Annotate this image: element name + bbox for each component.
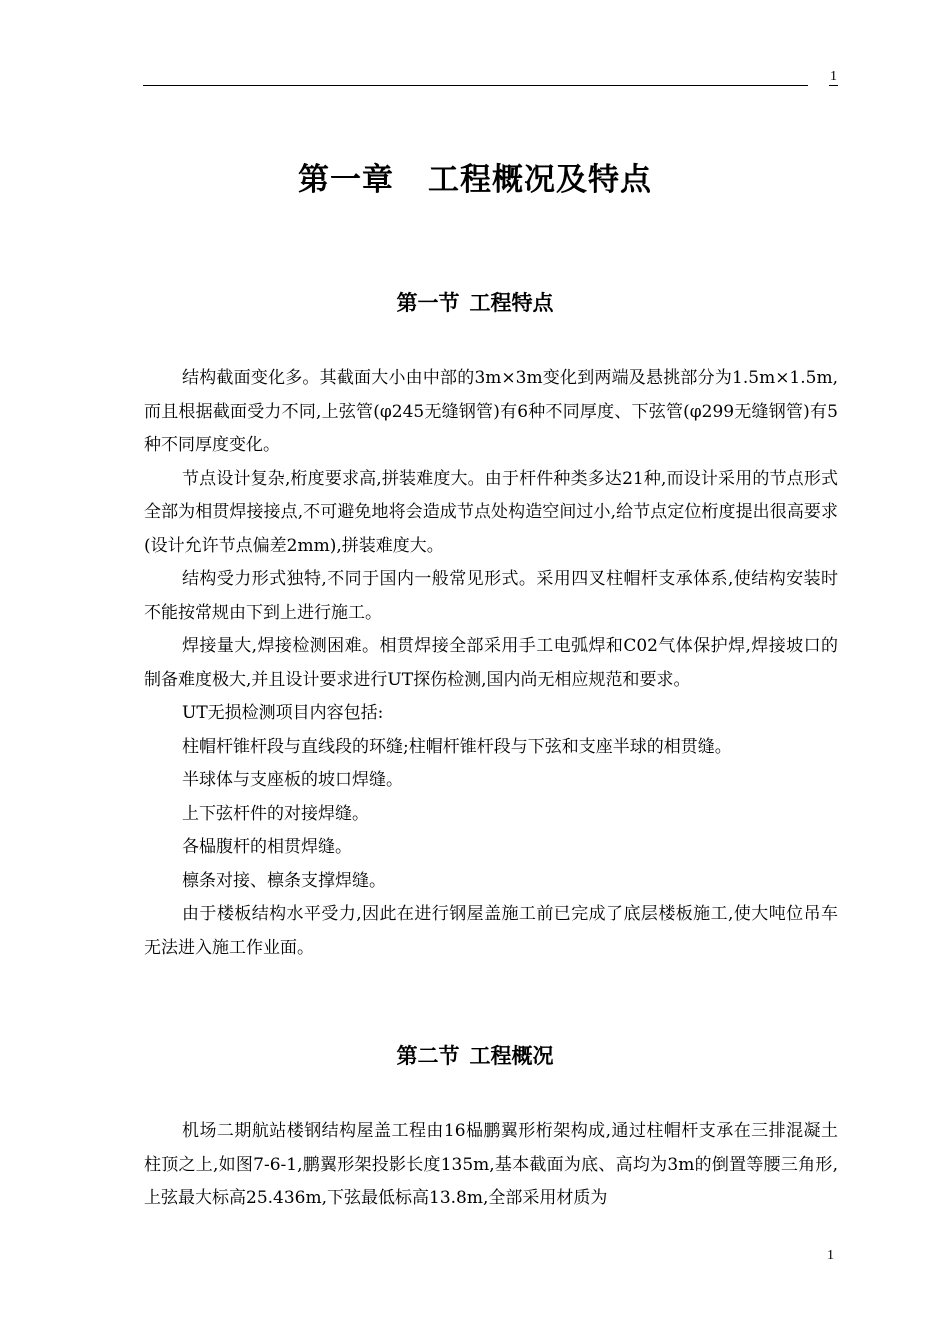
header-page-number: 1	[830, 69, 837, 84]
section-2-label: 第二节	[396, 1044, 460, 1068]
section-title-2	[0, 1040, 950, 1070]
paragraph: 檩条对接、檩条支撑焊缝。	[182, 870, 386, 891]
section-2-title-text: 工程概况	[469, 1044, 554, 1068]
section-2-body	[144, 1115, 838, 1216]
paragraph: 各榀腹杆的相贯焊缝。	[182, 837, 352, 857]
section-1-body	[144, 362, 838, 965]
paragraph: 节点设计复杂,桁度要求高,拼装难度大。由于杆件种类多达21种,而设计采用的节点形式全部为相贯焊接接点,不可避免地将会造成节点处构造空间过小,给节点定位桁度提出很高要求(设计允许节点偏差2mm),拼装难度大。	[144, 468, 838, 556]
paragraph: 由于楼板结构水平受力,因此在进行钢屋盖施工前已完成了底层楼板施工,使大吨位吊车无法进入施工作业面。	[144, 904, 838, 958]
section-1-title-text: 工程特点	[469, 291, 554, 315]
paragraph: 上下弦杆件的对接焊缝。	[182, 803, 369, 824]
section-title-1	[0, 287, 950, 317]
paragraph: 结构截面变化多。其截面大小由中部的3m×3m变化到两端及悬挑部分为1.5m×1.5m,而且根据截面受力不同,上弦管(φ245无缝钢管)有6种不同厚度、下弦管(φ299无缝钢管)有5种不同厚度变化。	[144, 368, 838, 455]
chapter-title	[0, 154, 950, 199]
footer-page-number: 1	[827, 1248, 834, 1263]
paragraph: 机场二期航站楼钢结构屋盖工程由16榀鹏翼形桁架构成,通过柱帽杆支承在三排混凝土柱顶之上,如图7-6-1,鹏翼形架投影长度135m,基本截面为底、高均为3m的倒置等腰三角形,上弦最大标高25.436m,下弦最低标高13.8m,全部采用材质为	[144, 1121, 838, 1208]
chapter-label: 第一章	[298, 162, 394, 198]
paragraph: 半球体与支座板的坡口焊缝。	[182, 770, 403, 790]
section-1-label: 第一节	[396, 291, 460, 315]
chapter-title-text: 工程概况及特点	[428, 162, 652, 198]
header-rule	[143, 85, 808, 86]
paragraph: 柱帽杆锥杆段与直线段的环缝;柱帽杆锥杆段与下弦和支座半球的相贯缝。	[182, 736, 732, 757]
paragraph: 焊接量大,焊接检测困难。相贯焊接全部采用手工电弧焊和C02气体保护焊,焊接坡口的制备难度极大,并且设计要求进行UT探伤检测,国内尚无相应规范和要求。	[144, 636, 838, 690]
paragraph: UT无损检测项目内容包括:	[182, 703, 384, 723]
paragraph: 结构受力形式独特,不同于国内一般常见形式。采用四叉柱帽杆支承体系,使结构安装时不能按常规由下到上进行施工。	[144, 569, 838, 623]
